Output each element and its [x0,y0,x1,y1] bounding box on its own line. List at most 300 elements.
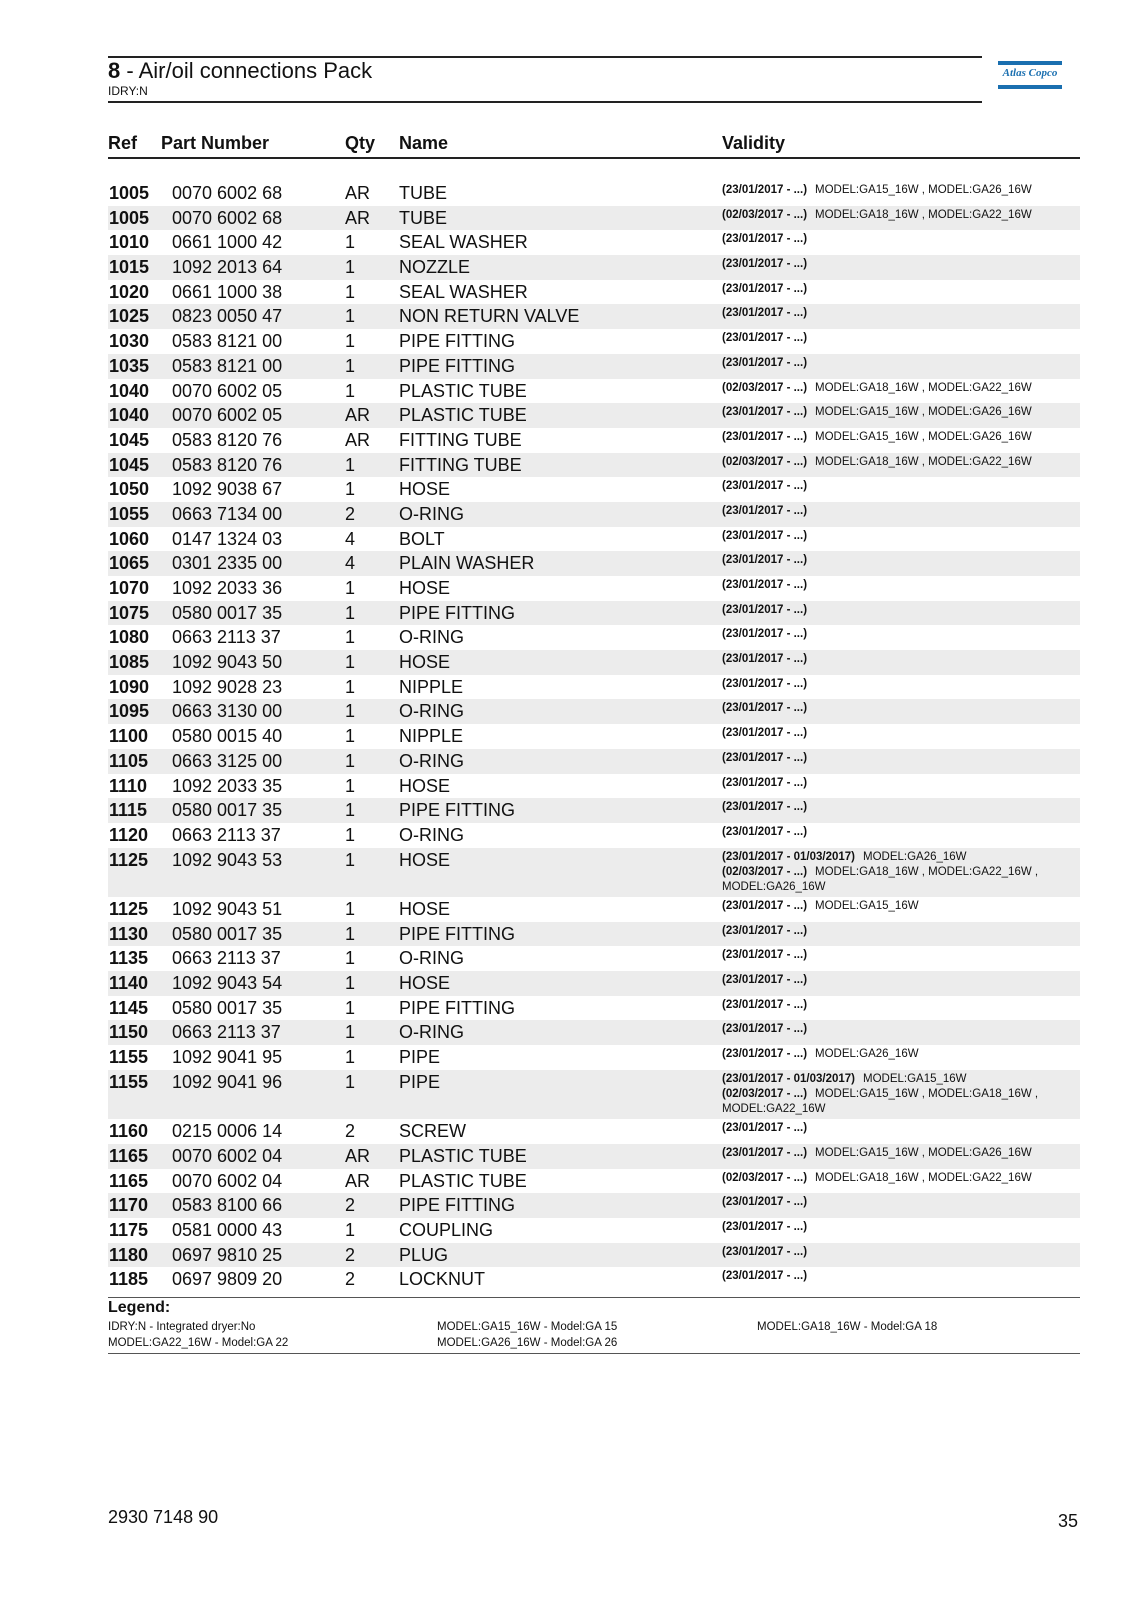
row-ref: 1140 [109,973,149,994]
validity-entry [722,701,1074,716]
validity-models: MODEL:GA15_16W , MODEL:GA26_16W [815,430,1032,443]
row-validity [722,677,1074,692]
row-qty: 1 [345,775,356,796]
row-part-number: 0661 1000 38 [172,281,283,302]
table-row [108,206,1080,231]
table-row [108,280,1080,305]
validity-entry [722,800,1074,815]
table-row [108,1218,1080,1243]
row-qty: 1 [345,355,356,376]
row-part-number: 1092 9043 53 [172,849,283,870]
validity-date: (23/01/2017 - ...) [722,1146,808,1159]
row-qty: 1 [345,232,356,253]
table-row [108,576,1080,601]
header-bottom-rule [108,101,982,103]
row-qty: AR [345,207,371,228]
row-ref: 1045 [109,454,150,475]
column-header-rule [108,157,1080,159]
row-part-number: 0663 2113 37 [172,1022,281,1043]
row-validity [722,825,1074,840]
row-qty: 1 [345,380,356,401]
row-validity [722,726,1074,741]
row-qty: 2 [345,503,356,524]
row-validity [722,479,1074,494]
row-name: PIPE [399,1071,441,1092]
row-qty: 1 [345,281,356,302]
validity-entry [722,948,1074,963]
row-part-number: 1092 9043 54 [172,973,283,994]
validity-models: MODEL:GA15_16W , MODEL:GA26_16W [815,1146,1032,1159]
row-part-number: 0070 6002 04 [172,1145,283,1166]
validity-date: (23/01/2017 - ...) [722,1220,808,1233]
row-validity [722,430,1074,445]
row-qty: AR [345,429,371,450]
row-qty: 1 [345,726,356,747]
row-name: PLAIN WASHER [399,553,535,574]
row-qty: 1 [345,824,356,845]
row-part-number: 0070 6002 05 [172,405,283,426]
row-name: PIPE FITTING [399,997,516,1018]
validity-date: (23/01/2017 - ...) [722,1245,808,1258]
table-row [108,1144,1080,1169]
row-validity [722,652,1074,667]
table-row [108,453,1080,478]
row-part-number: 0070 6002 68 [172,183,283,203]
row-ref: 1110 [109,775,148,796]
row-validity [722,405,1074,420]
row-part-number: 1092 9041 95 [172,1047,283,1068]
row-name: PLASTIC TUBE [399,1145,527,1166]
row-name: TUBE [399,207,448,228]
validity-date: (23/01/2017 - ...) [722,603,808,616]
row-name: NON RETURN VALVE [399,306,580,327]
row-ref: 1155 [109,1071,149,1092]
row-ref: 1010 [109,232,150,253]
table-row [108,329,1080,354]
legend-item: MODEL:GA22_16W - Model:GA 22 [108,1337,289,1349]
row-part-number: 1092 9043 50 [172,652,283,673]
table-row [108,230,1080,255]
row-validity [722,455,1074,470]
row-part-number: 1092 2013 64 [172,257,283,278]
row-qty: 1 [345,898,356,919]
validity-date: (23/01/2017 - ...) [722,751,808,764]
validity-date: (23/01/2017 - ...) [722,1196,808,1209]
validity-date: (23/01/2017 - ...) [722,430,808,443]
validity-date: (23/01/2017 - ...) [722,529,808,542]
table-row [108,724,1080,749]
table-row [108,1243,1080,1268]
section-number: 8 [108,58,121,83]
row-qty: 1 [345,602,356,623]
validity-models: MODEL:GA15_16W , MODEL:GA18_16W , MODEL:GA22_16W [722,1087,1039,1115]
validity-entry [722,652,1074,667]
validity-date: (23/01/2017 - ...) [722,356,808,369]
logo-bottom-bar [998,85,1062,89]
row-name: O-RING [399,701,464,722]
row-ref: 1025 [109,306,150,327]
row-qty: 1 [345,973,356,994]
validity-entry [722,381,1074,396]
row-qty: AR [345,405,371,426]
row-qty: 1 [345,750,356,771]
row-part-number: 0823 0050 47 [172,306,283,327]
table-row [108,1070,1080,1119]
validity-entry [722,1072,1074,1087]
validity-date: (23/01/2017 - ...) [722,825,808,838]
validity-entry [722,603,1074,618]
row-part-number: 1092 9038 67 [172,479,283,500]
row-name: FITTING TUBE [399,429,522,450]
validity-date: (23/01/2017 - ...) [722,282,808,295]
row-name: HOSE [399,849,451,870]
validity-date: (23/01/2017 - ...) [722,924,808,937]
row-qty: 1 [345,479,356,500]
row-qty: 1 [345,1022,356,1043]
row-validity [722,973,1074,988]
row-name: HOSE [399,973,451,994]
row-validity [722,356,1074,371]
validity-models: MODEL:GA15_16W , MODEL:GA26_16W [815,406,1032,419]
table-row [108,675,1080,700]
row-part-number: 0663 3125 00 [172,750,283,771]
table-row [108,379,1080,404]
table-row [108,996,1080,1021]
validity-date: (23/01/2017 - ...) [722,1023,808,1036]
row-qty: AR [345,183,371,203]
validity-date: (23/01/2017 - ...) [722,949,808,962]
row-ref: 1090 [109,676,150,697]
row-validity [722,1269,1074,1284]
row-ref: 1005 [109,207,150,228]
row-ref: 1040 [109,380,150,401]
row-part-number: 0147 1324 03 [172,528,283,549]
row-validity [722,1072,1074,1117]
row-part-number: 0215 0006 14 [172,1121,283,1142]
row-validity [722,800,1074,815]
row-ref: 1185 [109,1269,149,1290]
row-ref: 1125 [109,898,149,919]
row-qty: 1 [345,800,356,821]
logo-top-bar [998,61,1062,65]
validity-entry [722,825,1074,840]
row-validity [722,306,1074,321]
validity-models: MODEL:GA26_16W [815,1048,919,1061]
table-row [108,922,1080,947]
row-qty: 4 [345,528,356,549]
row-name: PIPE FITTING [399,923,516,944]
validity-date: (23/01/2017 - ...) [722,653,808,666]
validity-date: (23/01/2017 - ...) [722,899,808,912]
legend-item: MODEL:GA15_16W - Model:GA 15 [437,1321,618,1333]
row-part-number: 1092 9043 51 [172,898,283,919]
row-validity [722,1022,1074,1037]
row-name: O-RING [399,627,464,648]
row-qty: 1 [345,652,356,673]
row-name: SEAL WASHER [399,232,528,253]
row-name: HOSE [399,578,451,598]
row-ref: 1105 [109,750,149,771]
row-validity [722,850,1074,895]
validity-models: MODEL:GA18_16W , MODEL:GA22_16W , MODEL:GA26_16W [722,865,1039,893]
row-ref: 1115 [109,800,148,821]
row-qty: 4 [345,553,356,574]
legend-title: Legend: [108,1299,171,1316]
validity-date: (23/01/2017 - ...) [722,332,808,345]
legend-item: IDRY:N - Integrated dryer:No [108,1321,256,1333]
row-ref: 1130 [109,923,149,944]
row-name: O-RING [399,824,464,845]
validity-date: (23/01/2017 - ...) [722,480,808,493]
row-qty: 1 [345,257,356,278]
row-qty: 1 [345,1071,356,1092]
row-part-number: 0663 3130 00 [172,701,283,722]
validity-date: (23/01/2017 - ...) [722,628,808,641]
row-ref: 1100 [109,726,149,747]
validity-entry [722,306,1074,321]
validity-date: (23/01/2017 - ...) [722,1048,808,1061]
row-part-number: 1092 2033 36 [172,578,283,598]
validity-date: (23/01/2017 - ...) [722,677,808,690]
row-part-number: 0581 0000 43 [172,1219,283,1240]
row-validity [722,1047,1074,1062]
row-ref: 1005 [109,183,150,203]
validity-date: (23/01/2017 - ...) [722,727,808,740]
row-ref: 1120 [109,824,149,845]
row-ref: 1065 [109,553,150,574]
validity-date: (02/03/2017 - ...) [722,208,808,221]
validity-models: MODEL:GA18_16W , MODEL:GA22_16W [815,381,1032,394]
row-name: O-RING [399,750,464,771]
row-validity [722,1146,1074,1161]
row-name: HOSE [399,898,451,919]
row-part-number: 0583 8121 00 [172,331,283,352]
row-qty: 1 [345,676,356,697]
row-ref: 1060 [109,528,150,549]
table-row [108,897,1080,922]
row-validity [722,529,1074,544]
table-row [108,971,1080,996]
row-ref: 1160 [109,1121,149,1142]
validity-entry [722,455,1074,470]
row-part-number: 0663 2113 37 [172,627,281,648]
row-part-number: 0661 1000 42 [172,232,283,253]
table-row [108,304,1080,329]
row-name: HOSE [399,775,451,796]
table-row [108,477,1080,502]
row-name: PLASTIC TUBE [399,1170,527,1191]
validity-entry [722,232,1074,247]
row-qty: AR [345,1170,371,1191]
row-qty: 1 [345,997,356,1018]
table-row [108,551,1080,576]
row-name: PIPE FITTING [399,331,516,352]
row-qty: 1 [345,1219,356,1240]
row-qty: 2 [345,1121,356,1142]
row-qty: 1 [345,923,356,944]
row-part-number: 0697 9810 25 [172,1244,283,1265]
document-number: 2930 7148 90 [108,1507,219,1527]
validity-date: (23/01/2017 - ...) [722,801,808,814]
row-validity [722,1245,1074,1260]
table-row [108,823,1080,848]
validity-date: (23/01/2017 - ...) [722,579,808,591]
row-ref: 1135 [109,948,149,969]
validity-entry [722,529,1074,544]
row-ref: 1145 [109,997,149,1018]
table-row [108,798,1080,823]
validity-models: MODEL:GA15_16W [815,899,919,912]
row-qty: 1 [345,454,356,475]
page-title [108,59,372,83]
validity-entry [722,257,1074,272]
row-qty: 1 [345,578,356,598]
validity-entry [722,183,1074,198]
row-part-number: 0583 8121 00 [172,355,283,376]
col-header-qty: Qty [345,133,376,153]
atlas-copco-logo [998,61,1062,93]
validity-entry [722,677,1074,692]
row-part-number: 0070 6002 04 [172,1170,283,1191]
table-row [108,699,1080,724]
row-qty: 1 [345,627,356,648]
legend-bottom-rule [108,1353,1080,1354]
col-header-ref: Ref [108,133,138,153]
table-row [108,502,1080,527]
legend-item: MODEL:GA18_16W - Model:GA 18 [757,1321,938,1333]
validity-entry [722,1195,1074,1210]
table-row [108,1020,1080,1045]
validity-date: (23/01/2017 - ...) [722,406,808,419]
row-qty: 1 [345,701,356,722]
validity-entry [722,578,1074,593]
table-row [108,354,1080,379]
validity-entry [722,331,1074,346]
validity-entry [722,208,1074,223]
row-ref: 1070 [109,578,150,598]
validity-date: (23/01/2017 - ...) [722,258,808,271]
validity-entry [722,1087,1074,1117]
validity-entry [722,1047,1074,1062]
row-validity [722,1195,1074,1210]
row-part-number: 0580 0017 35 [172,997,283,1018]
row-ref: 1175 [109,1219,149,1240]
row-ref: 1165 [109,1145,149,1166]
row-qty: 2 [345,1269,356,1290]
section-title: - Air/oil connections Pack [120,58,373,83]
row-qty: 2 [345,1244,356,1265]
page-number: 35 [1058,1511,1079,1531]
validity-entry [722,430,1074,445]
row-validity [722,627,1074,642]
validity-entry [722,973,1074,988]
row-ref: 1180 [109,1244,149,1265]
table-row [108,1169,1080,1194]
validity-date: (23/01/2017 - ...) [722,504,808,517]
validity-entry [722,776,1074,791]
row-validity [722,751,1074,766]
table-row [108,181,1080,206]
validity-date: (23/01/2017 - ...) [722,184,808,196]
validity-date: (23/01/2017 - ...) [722,998,808,1011]
row-validity [722,232,1074,247]
validity-entry [722,1245,1074,1260]
row-ref: 1155 [109,1047,149,1068]
validity-date: (23/01/2017 - ...) [722,554,808,567]
parts-table-body [108,181,1080,1292]
row-validity [722,701,1074,716]
validity-entry [722,850,1074,865]
row-ref: 1170 [109,1195,149,1216]
row-ref: 1150 [109,1022,149,1043]
table-row [108,946,1080,971]
validity-entry [722,924,1074,939]
validity-entry [722,627,1074,642]
table-row [108,1193,1080,1218]
validity-date: (23/01/2017 - ...) [722,974,808,987]
row-part-number: 0583 8120 76 [172,454,283,475]
validity-date: (23/01/2017 - ...) [722,1270,808,1283]
table-row [108,428,1080,453]
row-part-number: 0580 0015 40 [172,726,283,747]
row-name: PIPE FITTING [399,800,516,821]
row-ref: 1080 [109,627,150,648]
row-validity [722,553,1074,568]
validity-models: MODEL:GA18_16W , MODEL:GA22_16W [815,455,1032,468]
row-validity [722,208,1074,223]
row-name: O-RING [399,503,464,524]
validity-models: MODEL:GA18_16W , MODEL:GA22_16W [815,208,1032,221]
row-name: PIPE FITTING [399,1195,516,1216]
row-validity [722,948,1074,963]
validity-date: (23/01/2017 - ...) [722,233,808,246]
row-ref: 1165 [109,1170,149,1191]
row-validity [722,578,1074,593]
table-row [108,625,1080,650]
row-part-number: 0663 2113 37 [172,948,281,969]
row-part-number: 0301 2335 00 [172,553,283,574]
validity-date: (02/03/2017 - ...) [722,1171,808,1184]
logo-text: Atlas Copco [1002,67,1058,79]
row-part-number: 0580 0017 35 [172,602,283,623]
row-name: PIPE FITTING [399,355,516,376]
row-validity [722,1220,1074,1235]
validity-entry [722,479,1074,494]
validity-entry [722,282,1074,297]
table-row [108,255,1080,280]
validity-entry [722,504,1074,519]
row-name: PIPE FITTING [399,602,516,623]
row-part-number: 0580 0017 35 [172,800,283,821]
row-part-number: 0070 6002 68 [172,207,283,228]
row-validity [722,1121,1074,1136]
row-name: NIPPLE [399,726,464,747]
table-row [108,774,1080,799]
row-name: BOLT [399,528,445,549]
row-validity [722,381,1074,396]
col-header-part-number: Part Number [161,133,270,153]
legend-top-rule [108,1297,1080,1298]
validity-date: (23/01/2017 - ...) [722,307,808,320]
validity-models: MODEL:GA15_16W , MODEL:GA26_16W [815,184,1032,196]
validity-entry [722,405,1074,420]
row-name: O-RING [399,1022,464,1043]
row-validity [722,257,1074,272]
validity-date: (02/03/2017 - ...) [722,865,808,878]
table-row [108,848,1080,897]
row-name: FITTING TUBE [399,454,522,475]
row-ref: 1020 [109,281,150,302]
